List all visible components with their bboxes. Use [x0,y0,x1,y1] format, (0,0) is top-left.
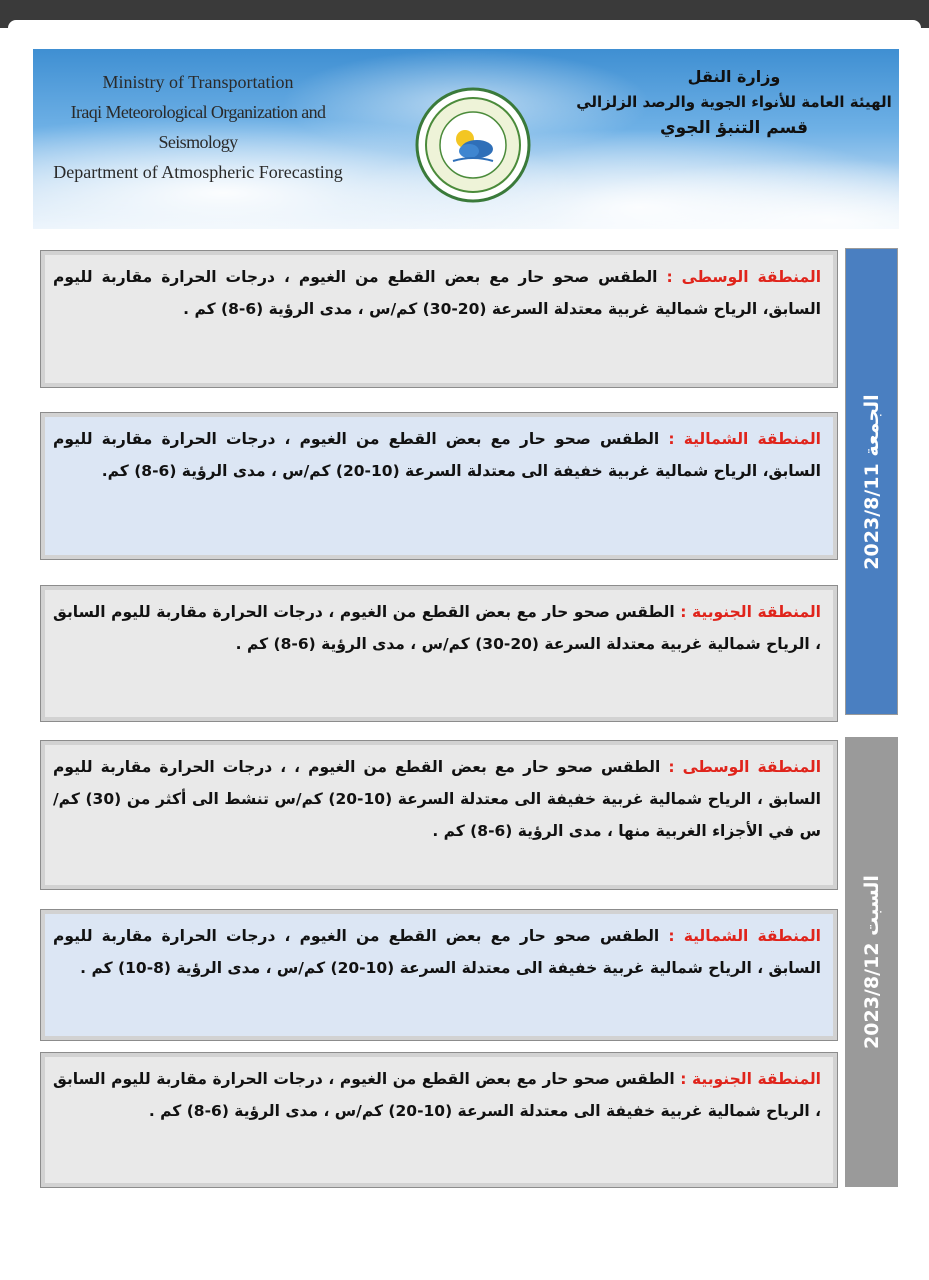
organization-name-en: Iraqi Meteorological Organization and Seismology [70,102,326,152]
forecast-text [53,920,821,984]
ministry-name-ar: وزارة النقل [687,67,781,86]
date-band-friday [845,248,898,715]
region-name: المنطقة الوسطى : [668,758,822,776]
department-name-en: Department of Atmospheric Forecasting [53,162,343,182]
forecast-text [53,1063,821,1127]
header-english [33,67,363,187]
forecast-text [53,596,821,660]
forecast-day1-north [40,412,838,560]
header-banner [33,49,899,229]
forecast-day2-south [40,1052,838,1188]
header-arabic [569,65,899,141]
date-band-saturday [845,737,898,1187]
forecast-details: الطقس صحو حار مع بعض القطع من الغيوم ، درجات الحرارة مقاربة لليوم السابق، الرياح شمالية غربية خفيفة الى معتدلة السرعة (10-20) كم/س ، مدى الرؤية (6-8) كم. [53,430,821,480]
forecast-day2-central [40,740,838,890]
region-name: المنطقة الوسطى : [666,268,822,286]
forecast-day1-central [40,250,838,388]
ministry-name-en: Ministry of Transportation [102,72,294,92]
window-top-bar [0,0,929,28]
date-label: الجمعة 2023/8/11 [860,393,883,570]
forecast-text [53,423,821,487]
forecast-details: الطقس صحو حار مع بعض القطع من الغيوم ، ، درجات الحرارة مقاربة لليوم السابق ، الرياح شمالية غربية خفيفة الى معتدلة السرعة (10-20) كم/س تنشط الى أكثر من (30) كم/س في الأجزاء الغربية منها ، مدى الرؤية (6-8) كم . [53,758,821,840]
organization-name-ar: الهيئة العامة للأنواء الجوية والرصد الزلزالي [576,93,892,111]
forecast-text [53,751,821,847]
date-label: السبت 2023/8/12 [860,875,883,1049]
region-name: المنطقة الشمالية : [668,430,821,448]
forecast-details: الطقس صحو حار مع بعض القطع من الغيوم ، درجات الحرارة مقاربة لليوم السابق، الرياح شمالية غربية معتدلة السرعة (20-30) كم/س ، مدى الرؤية (6-8) كم . [53,268,821,318]
region-name: المنطقة الجنوبية : [680,1070,821,1088]
forecast-text [53,261,821,325]
forecast-details: الطقس صحو حار مع بعض القطع من الغيوم ، درجات الحرارة مقاربة لليوم السابق ، الرياح شمالية غربية خفيفة الى معتدلة السرعة (10-20) كم/س ، مدى الرؤية (8-10) كم . [53,927,821,977]
forecast-details: الطقس صحو حار مع بعض القطع من الغيوم ، درجات الحرارة مقاربة لليوم السابق ، الرياح شمالية غربية معتدلة السرعة (20-30) كم/س ، مدى الرؤية (6-8) كم . [53,603,821,653]
forecast-details: الطقس صحو حار مع بعض القطع من الغيوم ، درجات الحرارة مقاربة لليوم السابق ، الرياح شمالية غربية خفيفة الى معتدلة السرعة (10-20) كم/س ، مدى الرؤية (6-8) كم . [53,1070,821,1120]
forecast-day1-south [40,585,838,722]
organization-logo [413,85,533,205]
department-name-ar: قسم التنبؤ الجوي [660,118,808,138]
forecast-day2-north [40,909,838,1041]
region-name: المنطقة الجنوبية : [680,603,821,621]
region-name: المنطقة الشمالية : [668,927,821,945]
